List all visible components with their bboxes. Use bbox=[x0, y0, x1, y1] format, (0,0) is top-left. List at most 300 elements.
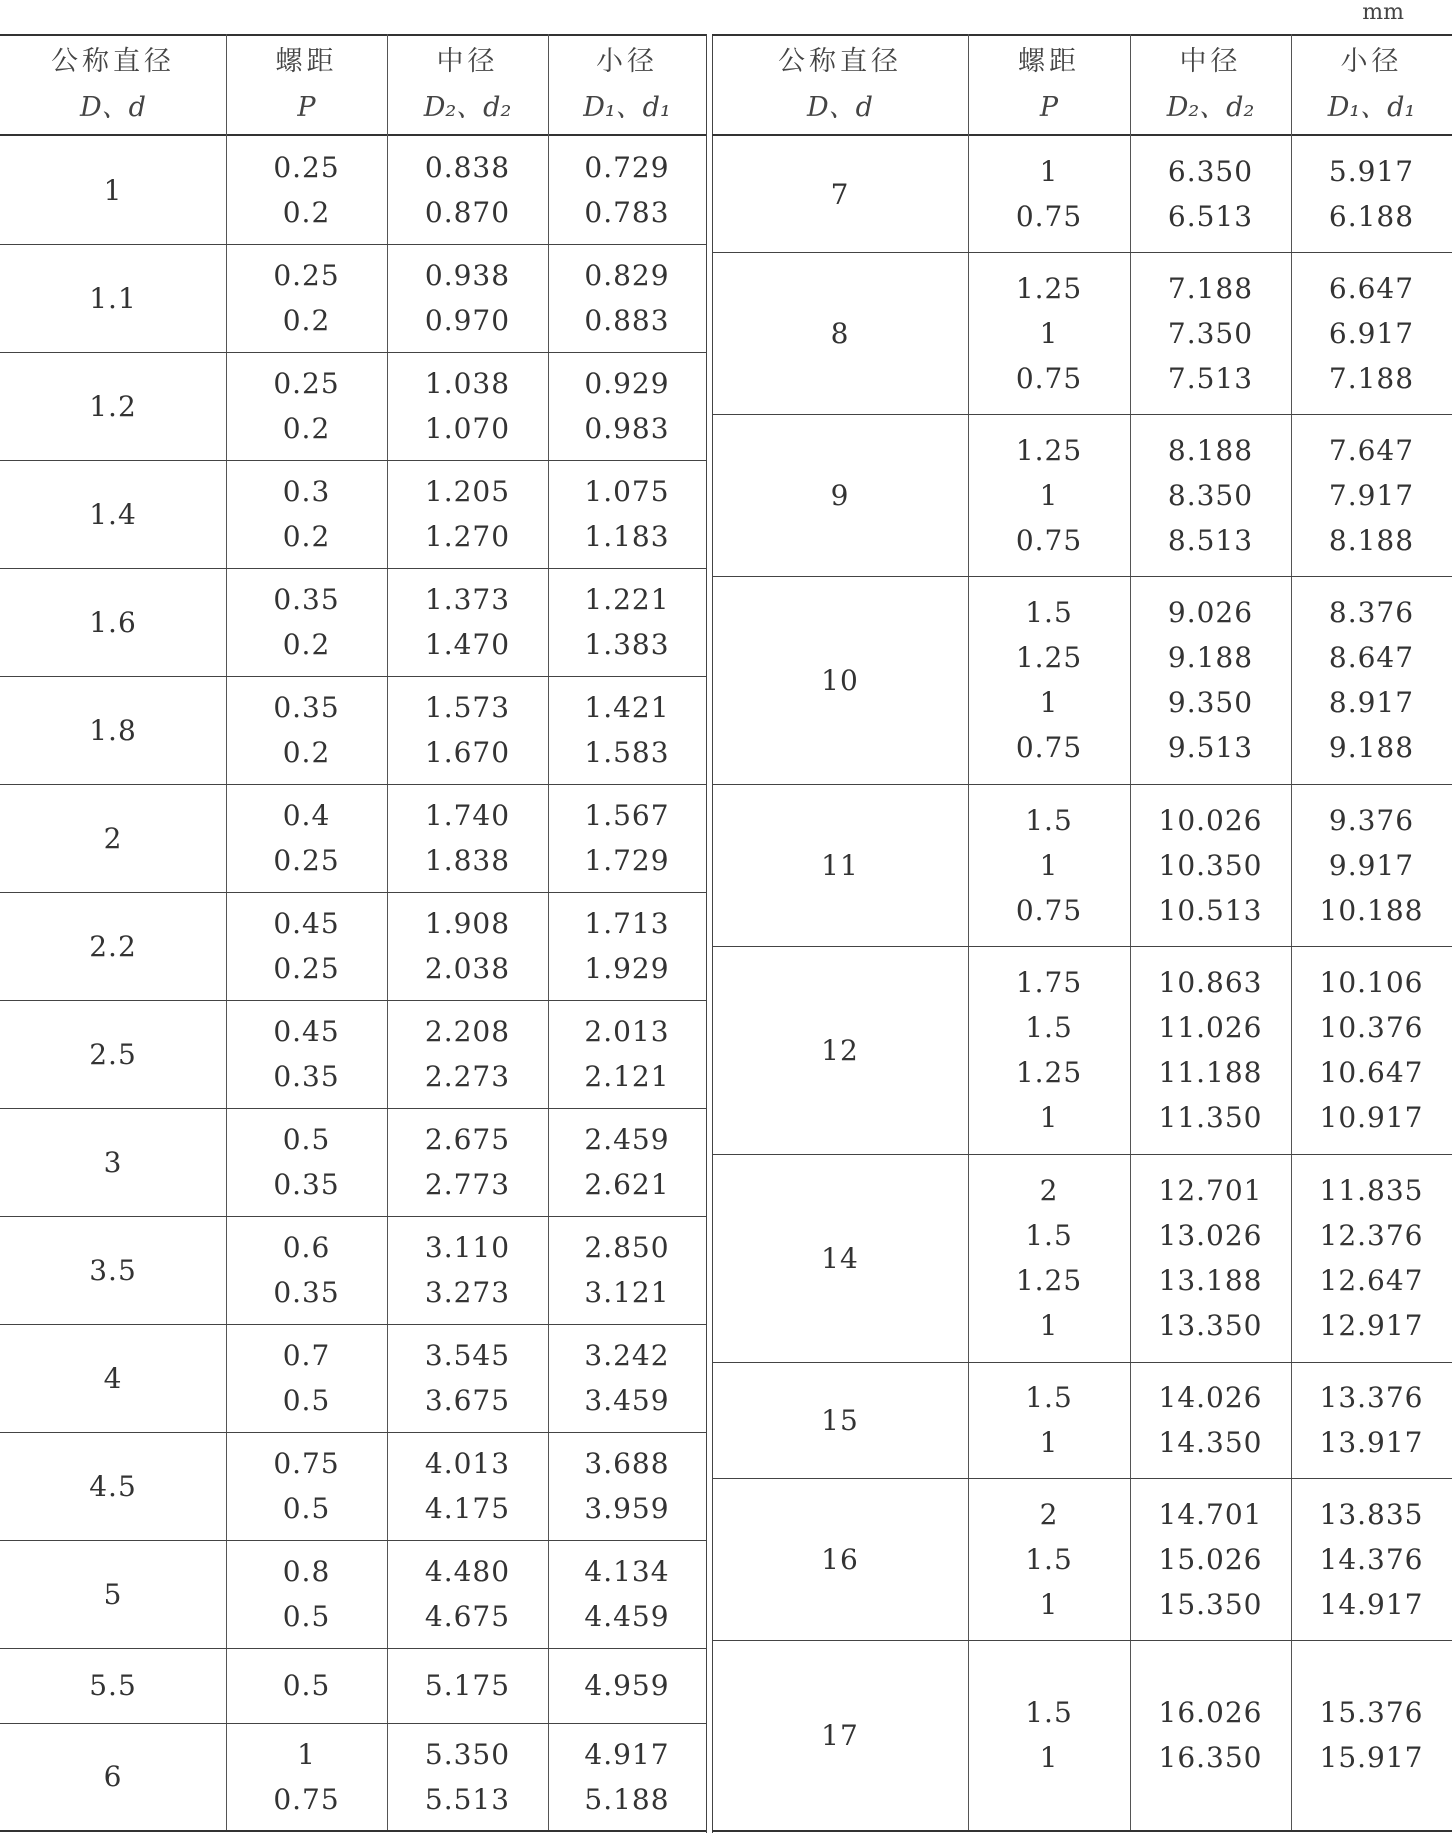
pitch-diameter-cell bbox=[1130, 946, 1291, 1154]
pitch-diameter-value: 2.773 bbox=[424, 1168, 511, 1201]
pitch-diameter-value: 16.026 bbox=[1158, 1696, 1263, 1729]
pitch-value: 0.3 bbox=[282, 475, 331, 508]
pitch-diameter-value: 10.863 bbox=[1158, 966, 1263, 999]
pitch-cell bbox=[968, 252, 1130, 414]
pitch-cell bbox=[226, 892, 387, 1000]
nominal-diameter-cell bbox=[0, 892, 226, 1000]
pitch-diameter-value: 0.970 bbox=[424, 304, 511, 337]
minor-diameter-cell bbox=[548, 136, 706, 244]
nominal-diameter-value: 5 bbox=[103, 1577, 123, 1611]
pitch-value: 0.35 bbox=[273, 1276, 340, 1309]
pitch-diameter-value: 1.470 bbox=[424, 628, 511, 661]
minor-diameter-cell bbox=[1291, 946, 1452, 1154]
header-label: 小径 bbox=[1340, 46, 1403, 77]
minor-diameter-value: 2.459 bbox=[584, 1123, 670, 1156]
pitch-value: 0.35 bbox=[273, 1060, 340, 1093]
pitch-diameter-value: 0.838 bbox=[424, 151, 511, 184]
minor-diameter-cell bbox=[548, 1000, 706, 1108]
pitch-value: 0.4 bbox=[282, 799, 331, 832]
minor-diameter-cell bbox=[1291, 1362, 1452, 1478]
minor-diameter-cell bbox=[548, 892, 706, 1000]
nominal-diameter-value: 12 bbox=[821, 1033, 859, 1067]
bottom-rule bbox=[0, 1830, 706, 1832]
pitch-value: 0.25 bbox=[273, 367, 340, 400]
nominal-diameter-value: 11 bbox=[821, 848, 859, 882]
header-pitch-diameter bbox=[1130, 36, 1291, 134]
pitch-value: 0.75 bbox=[1015, 523, 1083, 557]
pitch-cell bbox=[226, 1108, 387, 1216]
minor-diameter-value: 1.183 bbox=[584, 520, 670, 553]
minor-diameter-value: 14.376 bbox=[1319, 1542, 1424, 1576]
pitch-diameter-cell bbox=[1130, 1362, 1291, 1478]
nominal-diameter-cell bbox=[712, 136, 968, 252]
pitch-diameter-value: 13.188 bbox=[1158, 1264, 1263, 1297]
minor-diameter-cell bbox=[548, 460, 706, 568]
nominal-diameter-cell bbox=[0, 1000, 226, 1108]
pitch-value: 1.75 bbox=[1015, 966, 1083, 999]
pitch-diameter-value: 9.513 bbox=[1167, 731, 1254, 764]
minor-diameter-value: 6.647 bbox=[1328, 271, 1415, 305]
minor-diameter-cell bbox=[1291, 252, 1452, 414]
pitch-diameter-cell bbox=[1130, 252, 1291, 414]
nominal-diameter-cell bbox=[0, 460, 226, 568]
pitch-cell bbox=[226, 1432, 387, 1540]
pitch-cell bbox=[226, 1000, 387, 1108]
pitch-diameter-cell bbox=[387, 136, 548, 244]
nominal-diameter-value: 1.6 bbox=[89, 605, 137, 639]
pitch-diameter-cell bbox=[387, 676, 548, 784]
minor-diameter-value: 1.583 bbox=[584, 736, 670, 769]
nominal-diameter-cell bbox=[0, 1108, 226, 1216]
pitch-diameter-value: 4.480 bbox=[424, 1555, 511, 1588]
pitch-diameter-value: 13.350 bbox=[1158, 1309, 1263, 1342]
minor-diameter-value: 9.917 bbox=[1328, 848, 1415, 882]
minor-diameter-value: 4.959 bbox=[584, 1669, 670, 1702]
pitch-value: 1.5 bbox=[1025, 596, 1073, 629]
pitch-diameter-value: 13.026 bbox=[1158, 1219, 1263, 1252]
pitch-diameter-value: 7.350 bbox=[1167, 316, 1254, 350]
nominal-diameter-cell bbox=[0, 568, 226, 676]
pitch-value: 0.5 bbox=[282, 1123, 331, 1156]
nominal-diameter-value: 1 bbox=[103, 173, 123, 207]
nominal-diameter-value: 2.5 bbox=[89, 1037, 137, 1071]
pitch-cell bbox=[226, 1216, 387, 1324]
nominal-diameter-cell bbox=[0, 1648, 226, 1723]
minor-diameter-value: 2.121 bbox=[584, 1060, 670, 1093]
pitch-value: 0.2 bbox=[282, 628, 331, 661]
minor-diameter-value: 2.621 bbox=[584, 1168, 670, 1201]
minor-diameter-cell bbox=[548, 784, 706, 892]
pitch-diameter-value: 5.513 bbox=[424, 1782, 511, 1816]
header-pitch-diameter bbox=[387, 36, 548, 134]
pitch-cell bbox=[226, 1648, 387, 1723]
pitch-diameter-cell bbox=[387, 1000, 548, 1108]
minor-diameter-value: 10.647 bbox=[1319, 1056, 1424, 1089]
pitch-diameter-cell bbox=[387, 1324, 548, 1432]
minor-diameter-cell bbox=[548, 1324, 706, 1432]
pitch-diameter-cell bbox=[387, 1216, 548, 1324]
nominal-diameter-value: 5.5 bbox=[89, 1669, 137, 1702]
nominal-diameter-cell bbox=[712, 414, 968, 576]
nominal-diameter-value: 2.2 bbox=[89, 929, 137, 963]
minor-diameter-value: 15.376 bbox=[1319, 1696, 1424, 1729]
pitch-diameter-value: 1.205 bbox=[424, 475, 511, 508]
minor-diameter-value: 12.917 bbox=[1319, 1309, 1424, 1342]
minor-diameter-value: 2.013 bbox=[584, 1015, 670, 1048]
nominal-diameter-cell bbox=[712, 946, 968, 1154]
pitch-cell bbox=[968, 1362, 1130, 1478]
pitch-diameter-cell bbox=[387, 460, 548, 568]
nominal-diameter-value: 16 bbox=[821, 1542, 859, 1576]
header-pitch bbox=[226, 36, 387, 134]
minor-diameter-value: 7.188 bbox=[1328, 361, 1415, 395]
pitch-diameter-value: 0.870 bbox=[424, 196, 511, 229]
pitch-diameter-value: 16.350 bbox=[1158, 1741, 1263, 1774]
pitch-diameter-value: 3.110 bbox=[424, 1231, 511, 1264]
pitch-diameter-value: 3.273 bbox=[424, 1276, 511, 1309]
minor-diameter-value: 0.929 bbox=[584, 367, 670, 400]
pitch-diameter-value: 4.675 bbox=[424, 1600, 511, 1633]
pitch-diameter-cell bbox=[387, 244, 548, 352]
pitch-value: 1.5 bbox=[1025, 1011, 1073, 1044]
header-symbol: D₂、d₂ bbox=[423, 92, 512, 123]
minor-diameter-value: 9.376 bbox=[1328, 803, 1415, 837]
header-label: 螺距 bbox=[275, 46, 338, 77]
minor-diameter-value: 7.917 bbox=[1328, 478, 1415, 512]
nominal-diameter-value: 4 bbox=[103, 1361, 123, 1395]
minor-diameter-value: 1.383 bbox=[584, 628, 670, 661]
pitch-value: 1.25 bbox=[1015, 433, 1083, 467]
pitch-diameter-value: 4.175 bbox=[424, 1492, 511, 1525]
minor-diameter-cell bbox=[1291, 784, 1452, 946]
pitch-diameter-value: 3.545 bbox=[424, 1339, 511, 1372]
header-label: 公称直径 bbox=[51, 46, 175, 77]
minor-diameter-value: 0.729 bbox=[584, 151, 670, 184]
pitch-cell bbox=[968, 1640, 1130, 1830]
pitch-value: 0.25 bbox=[273, 844, 340, 877]
pitch-cell bbox=[968, 784, 1130, 946]
minor-diameter-cell bbox=[548, 1216, 706, 1324]
pitch-diameter-cell bbox=[1130, 576, 1291, 784]
pitch-cell bbox=[226, 784, 387, 892]
pitch-value: 1.5 bbox=[1025, 1381, 1073, 1414]
pitch-value: 1 bbox=[1039, 686, 1059, 719]
nominal-diameter-value: 1.8 bbox=[89, 713, 137, 747]
pitch-diameter-value: 10.026 bbox=[1158, 803, 1263, 837]
nominal-diameter-cell bbox=[0, 676, 226, 784]
pitch-diameter-value: 1.070 bbox=[424, 412, 511, 445]
pitch-diameter-cell bbox=[1130, 1478, 1291, 1640]
header-nominal-diameter bbox=[0, 36, 226, 134]
minor-diameter-value: 3.121 bbox=[584, 1276, 670, 1309]
minor-diameter-value: 1.713 bbox=[584, 907, 670, 940]
pitch-diameter-value: 2.675 bbox=[424, 1123, 511, 1156]
pitch-value: 0.45 bbox=[273, 907, 340, 940]
pitch-diameter-value: 10.513 bbox=[1158, 893, 1263, 927]
pitch-value: 0.5 bbox=[282, 1600, 331, 1633]
minor-diameter-value: 10.376 bbox=[1319, 1011, 1424, 1044]
minor-diameter-value: 1.075 bbox=[584, 475, 670, 508]
pitch-value: 0.45 bbox=[273, 1015, 340, 1048]
minor-diameter-value: 4.459 bbox=[584, 1600, 670, 1633]
header-symbol: D₂、d₂ bbox=[1166, 92, 1255, 123]
pitch-cell bbox=[968, 136, 1130, 252]
pitch-diameter-value: 2.038 bbox=[424, 952, 511, 985]
pitch-diameter-value: 1.670 bbox=[424, 736, 511, 769]
minor-diameter-value: 7.647 bbox=[1328, 433, 1415, 467]
minor-diameter-value: 13.917 bbox=[1319, 1426, 1424, 1459]
minor-diameter-value: 11.835 bbox=[1319, 1174, 1424, 1207]
nominal-diameter-value: 6 bbox=[103, 1760, 123, 1793]
header-minor-diameter bbox=[1291, 36, 1452, 134]
nominal-diameter-cell bbox=[712, 252, 968, 414]
pitch-value: 0.75 bbox=[1015, 893, 1083, 927]
pitch-diameter-value: 10.350 bbox=[1158, 848, 1263, 882]
nominal-diameter-value: 17 bbox=[821, 1718, 859, 1752]
minor-diameter-value: 5.188 bbox=[584, 1782, 670, 1816]
minor-diameter-cell bbox=[1291, 1154, 1452, 1362]
pitch-cell bbox=[226, 676, 387, 784]
pitch-diameter-cell bbox=[1130, 1154, 1291, 1362]
pitch-cell bbox=[226, 352, 387, 460]
minor-diameter-cell bbox=[1291, 1478, 1452, 1640]
minor-diameter-value: 6.917 bbox=[1328, 316, 1415, 350]
header-symbol: D、d bbox=[80, 92, 146, 123]
nominal-diameter-value: 14 bbox=[821, 1241, 859, 1275]
pitch-diameter-value: 1.038 bbox=[424, 367, 511, 400]
nominal-diameter-cell bbox=[0, 244, 226, 352]
minor-diameter-cell bbox=[548, 676, 706, 784]
unit-label: mm bbox=[1362, 0, 1404, 25]
pitch-diameter-value: 9.026 bbox=[1167, 596, 1254, 629]
pitch-diameter-value: 6.350 bbox=[1167, 155, 1254, 188]
pitch-value: 0.6 bbox=[282, 1231, 331, 1264]
pitch-diameter-cell bbox=[1130, 1640, 1291, 1830]
pitch-value: 0.8 bbox=[282, 1555, 331, 1588]
pitch-cell bbox=[968, 946, 1130, 1154]
nominal-diameter-value: 2 bbox=[103, 821, 123, 855]
pitch-value: 1 bbox=[1039, 1426, 1059, 1459]
pitch-cell bbox=[968, 1478, 1130, 1640]
minor-diameter-value: 0.883 bbox=[584, 304, 670, 337]
pitch-diameter-cell bbox=[387, 1648, 548, 1723]
nominal-diameter-value: 10 bbox=[821, 663, 859, 697]
nominal-diameter-cell bbox=[712, 576, 968, 784]
minor-diameter-value: 3.242 bbox=[584, 1339, 670, 1372]
minor-diameter-value: 0.829 bbox=[584, 259, 670, 292]
pitch-diameter-value: 2.273 bbox=[424, 1060, 511, 1093]
nominal-diameter-cell bbox=[0, 1324, 226, 1432]
minor-diameter-value: 12.647 bbox=[1319, 1264, 1424, 1297]
pitch-diameter-value: 5.350 bbox=[424, 1737, 511, 1771]
pitch-value: 1 bbox=[1039, 1101, 1059, 1134]
pitch-diameter-value: 8.188 bbox=[1167, 433, 1254, 467]
pitch-value: 0.2 bbox=[282, 196, 331, 229]
pitch-value: 0.5 bbox=[282, 1384, 331, 1417]
nominal-diameter-cell bbox=[712, 784, 968, 946]
pitch-value: 1.25 bbox=[1015, 1264, 1083, 1297]
minor-diameter-cell bbox=[1291, 136, 1452, 252]
pitch-diameter-value: 5.175 bbox=[424, 1669, 511, 1702]
pitch-value: 1.25 bbox=[1015, 271, 1083, 305]
bottom-rule bbox=[712, 1830, 1452, 1832]
pitch-diameter-value: 1.270 bbox=[424, 520, 511, 553]
pitch-cell bbox=[226, 568, 387, 676]
minor-diameter-value: 10.917 bbox=[1319, 1101, 1424, 1134]
minor-diameter-value: 1.221 bbox=[584, 583, 670, 616]
pitch-diameter-value: 15.350 bbox=[1158, 1587, 1263, 1621]
pitch-diameter-cell bbox=[387, 352, 548, 460]
minor-diameter-value: 13.835 bbox=[1319, 1497, 1424, 1531]
pitch-diameter-value: 14.026 bbox=[1158, 1381, 1263, 1414]
pitch-diameter-cell bbox=[1130, 784, 1291, 946]
pitch-value: 0.25 bbox=[273, 952, 340, 985]
pitch-value: 0.7 bbox=[282, 1339, 331, 1372]
minor-diameter-value: 10.188 bbox=[1319, 893, 1424, 927]
nominal-diameter-cell bbox=[0, 1540, 226, 1648]
minor-diameter-cell bbox=[548, 1432, 706, 1540]
pitch-value: 1 bbox=[1039, 478, 1059, 512]
pitch-diameter-value: 7.513 bbox=[1167, 361, 1254, 395]
nominal-diameter-cell bbox=[0, 136, 226, 244]
minor-diameter-value: 8.188 bbox=[1328, 523, 1415, 557]
pitch-diameter-value: 1.838 bbox=[424, 844, 511, 877]
nominal-diameter-value: 1.1 bbox=[89, 281, 137, 315]
minor-diameter-value: 12.376 bbox=[1319, 1219, 1424, 1252]
pitch-value: 1.5 bbox=[1025, 1219, 1073, 1252]
minor-diameter-cell bbox=[548, 568, 706, 676]
nominal-diameter-cell bbox=[0, 1432, 226, 1540]
pitch-diameter-value: 11.350 bbox=[1158, 1101, 1263, 1134]
pitch-cell bbox=[226, 1723, 387, 1830]
pitch-diameter-value: 3.675 bbox=[424, 1384, 511, 1417]
pitch-diameter-cell bbox=[387, 1723, 548, 1830]
pitch-value: 0.75 bbox=[273, 1447, 340, 1480]
pitch-value: 1 bbox=[1039, 1587, 1059, 1621]
minor-diameter-value: 4.134 bbox=[584, 1555, 670, 1588]
header-symbol: D、d bbox=[807, 92, 873, 123]
pitch-value: 0.35 bbox=[273, 1168, 340, 1201]
minor-diameter-cell bbox=[1291, 1640, 1452, 1830]
minor-diameter-value: 8.917 bbox=[1328, 686, 1415, 719]
minor-diameter-value: 0.783 bbox=[584, 196, 670, 229]
minor-diameter-value: 4.917 bbox=[584, 1737, 670, 1771]
pitch-diameter-cell bbox=[387, 1540, 548, 1648]
pitch-diameter-value: 8.350 bbox=[1167, 478, 1254, 512]
nominal-diameter-cell bbox=[0, 784, 226, 892]
pitch-diameter-cell bbox=[1130, 414, 1291, 576]
pitch-diameter-cell bbox=[387, 1108, 548, 1216]
minor-diameter-value: 3.459 bbox=[584, 1384, 670, 1417]
nominal-diameter-cell bbox=[712, 1154, 968, 1362]
minor-diameter-value: 8.376 bbox=[1328, 596, 1415, 629]
pitch-cell bbox=[226, 244, 387, 352]
nominal-diameter-value: 3 bbox=[103, 1145, 123, 1179]
pitch-diameter-value: 4.013 bbox=[424, 1447, 511, 1480]
pitch-value: 0.2 bbox=[282, 520, 331, 553]
nominal-diameter-cell bbox=[712, 1478, 968, 1640]
pitch-cell bbox=[226, 136, 387, 244]
pitch-cell bbox=[968, 576, 1130, 784]
minor-diameter-value: 0.983 bbox=[584, 412, 670, 445]
pitch-cell bbox=[968, 414, 1130, 576]
pitch-diameter-value: 1.908 bbox=[424, 907, 511, 940]
header-label: 中径 bbox=[436, 46, 499, 77]
header-label: 中径 bbox=[1179, 46, 1242, 77]
pitch-value: 1 bbox=[1039, 1741, 1059, 1774]
header-nominal-diameter bbox=[712, 36, 968, 134]
pitch-diameter-value: 7.188 bbox=[1167, 271, 1254, 305]
pitch-value: 1.25 bbox=[1015, 641, 1083, 674]
minor-diameter-cell bbox=[548, 1108, 706, 1216]
pitch-diameter-value: 1.373 bbox=[424, 583, 511, 616]
nominal-diameter-cell bbox=[712, 1640, 968, 1830]
minor-diameter-cell bbox=[548, 1723, 706, 1830]
header-symbol: D₁、d₁ bbox=[583, 92, 671, 123]
pitch-diameter-cell bbox=[387, 784, 548, 892]
pitch-diameter-value: 8.513 bbox=[1167, 523, 1254, 557]
pitch-diameter-value: 9.188 bbox=[1167, 641, 1254, 674]
pitch-value: 1.5 bbox=[1025, 1542, 1073, 1576]
pitch-value: 0.75 bbox=[1015, 200, 1083, 233]
pitch-value: 2 bbox=[1039, 1497, 1059, 1531]
pitch-diameter-value: 0.938 bbox=[424, 259, 511, 292]
pitch-diameter-value: 9.350 bbox=[1167, 686, 1254, 719]
pitch-value: 1 bbox=[1039, 848, 1059, 882]
minor-diameter-value: 3.959 bbox=[584, 1492, 670, 1525]
pitch-diameter-value: 14.350 bbox=[1158, 1426, 1263, 1459]
pitch-diameter-cell bbox=[387, 892, 548, 1000]
nominal-diameter-value: 3.5 bbox=[89, 1253, 137, 1287]
thread-table bbox=[0, 34, 1452, 1833]
minor-diameter-value: 13.376 bbox=[1319, 1381, 1424, 1414]
header-pitch bbox=[968, 36, 1130, 134]
minor-diameter-value: 1.729 bbox=[584, 844, 670, 877]
pitch-diameter-value: 14.701 bbox=[1158, 1497, 1263, 1531]
header-symbol: P bbox=[297, 92, 316, 123]
pitch-diameter-cell bbox=[387, 568, 548, 676]
pitch-cell bbox=[226, 460, 387, 568]
nominal-diameter-cell bbox=[0, 1216, 226, 1324]
nominal-diameter-value: 4.5 bbox=[89, 1469, 137, 1503]
pitch-value: 1 bbox=[297, 1737, 316, 1771]
pitch-cell bbox=[226, 1324, 387, 1432]
pitch-value: 0.2 bbox=[282, 736, 331, 769]
pitch-value: 1.5 bbox=[1025, 1696, 1073, 1729]
pitch-diameter-value: 1.740 bbox=[424, 799, 511, 832]
pitch-value: 1 bbox=[1039, 316, 1059, 350]
pitch-value: 0.35 bbox=[273, 583, 340, 616]
header-symbol: P bbox=[1039, 92, 1059, 123]
pitch-value: 0.75 bbox=[1015, 731, 1083, 764]
minor-diameter-cell bbox=[548, 352, 706, 460]
minor-diameter-value: 8.647 bbox=[1328, 641, 1415, 674]
panel-divider-a bbox=[706, 34, 707, 1833]
header-label: 公称直径 bbox=[778, 46, 902, 77]
pitch-value: 1.5 bbox=[1025, 803, 1073, 837]
pitch-value: 1 bbox=[1039, 155, 1059, 188]
pitch-value: 0.2 bbox=[282, 304, 331, 337]
header-minor-diameter bbox=[548, 36, 706, 134]
nominal-diameter-cell bbox=[0, 352, 226, 460]
minor-diameter-value: 9.188 bbox=[1328, 731, 1415, 764]
pitch-value: 0.5 bbox=[282, 1669, 331, 1702]
minor-diameter-value: 1.421 bbox=[584, 691, 670, 724]
pitch-value: 0.75 bbox=[273, 1782, 340, 1816]
minor-diameter-cell bbox=[1291, 414, 1452, 576]
nominal-diameter-value: 1.4 bbox=[89, 497, 137, 531]
minor-diameter-cell bbox=[1291, 576, 1452, 784]
